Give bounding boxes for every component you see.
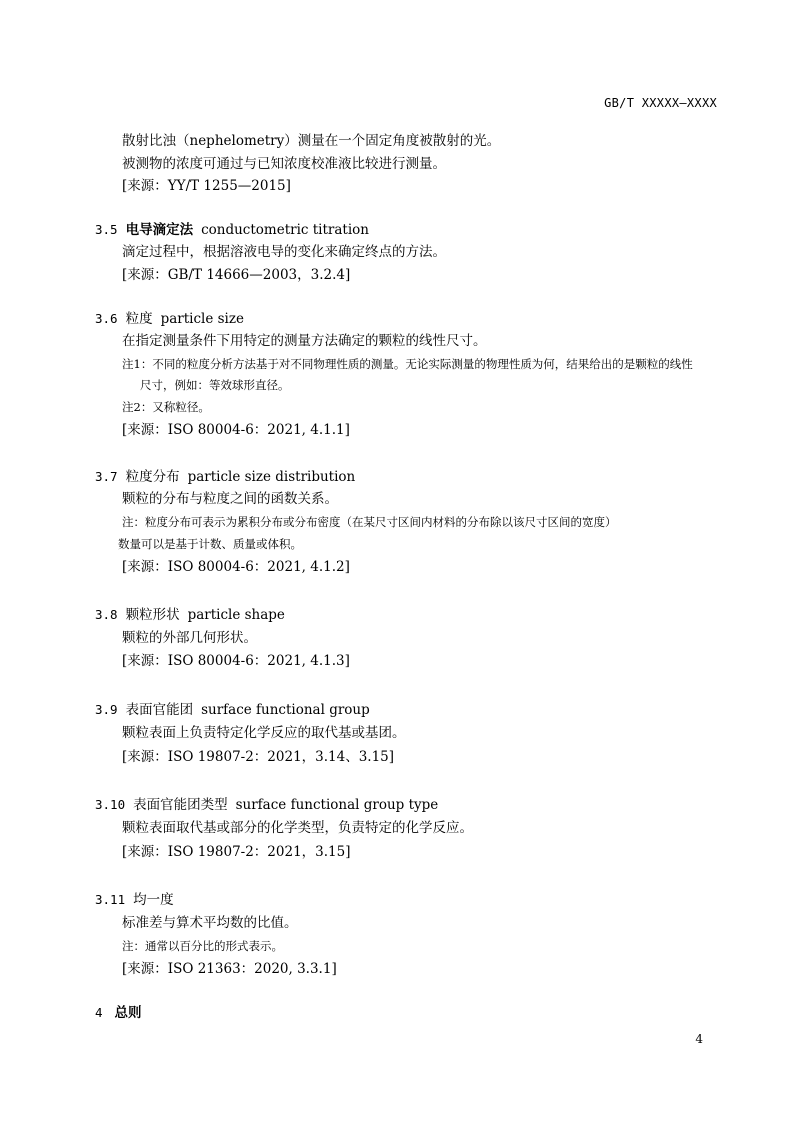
- term-heading-3-10: [95, 799, 438, 813]
- continuation-line-1: 散射比浊（nephelometry）测量在一个固定角度被散射的光。: [122, 133, 501, 149]
- term-name-en: conductometric titration: [201, 222, 369, 238]
- term-number: 3.7: [95, 469, 118, 484]
- term-definition-3-11: 标准差与算术平均数的比值。: [122, 915, 298, 931]
- term-definition-3-8: 颗粒的外部几何形状。: [122, 630, 257, 646]
- term-note1-line2-3-6: 尺寸，例如：等效球形直径。: [140, 378, 290, 392]
- term-source-3-7: [来源：ISO 80004-6：2021, 4.1.2]: [122, 559, 350, 575]
- term-number: 3.10: [95, 797, 126, 812]
- term-name-cn: 颗粒形状: [125, 607, 180, 623]
- continuation-line-2: 被测物的浓度可通过与已知浓度校准液比较进行测量。: [122, 156, 446, 172]
- term-number: 3.6: [95, 311, 118, 326]
- term-note-line2-3-7: 数量可以是基于计数、质量或体积。: [118, 537, 302, 551]
- term-name-cn: 表面官能团: [125, 702, 194, 718]
- term-heading-3-11: [95, 894, 182, 908]
- term-note-line1-3-7: 注：粒度分布可表示为累积分布或分布密度（在某尺寸区间内材料的分布除以该尺寸区间的宽度）: [122, 515, 617, 529]
- term-name-en: particle size distribution: [187, 469, 356, 485]
- term-name-cn: 均一度: [133, 892, 174, 908]
- term-definition-3-6: 在指定测量条件下用特定的测量方法确定的颗粒的线性尺寸。: [122, 333, 487, 349]
- document-code-header: GB/T XXXXX—XXXX: [604, 96, 717, 110]
- term-name-en: surface functional group type: [235, 797, 439, 813]
- term-definition-3-5: 滴定过程中，根据溶液电导的变化来确定终点的方法。: [122, 244, 446, 260]
- term-heading-3-9: [95, 704, 370, 718]
- term-note1-line1-3-6: 注1：不同的粒度分析方法基于对不同物理性质的测量。无论实际测量的物理性质为何，结果给出的是颗粒的线性: [122, 357, 693, 371]
- term-note-3-11: 注：通常以百分比的形式表示。: [122, 939, 283, 953]
- term-number: 3.5: [95, 222, 118, 237]
- term-number: 3.8: [95, 607, 118, 622]
- term-source-3-5: [来源：GB/T 14666—2003，3.2.4]: [122, 267, 351, 283]
- section-number: 4: [95, 1005, 103, 1020]
- term-number: 3.9: [95, 702, 118, 717]
- term-name-cn: 表面官能团类型: [133, 797, 228, 813]
- term-source-3-11: [来源：ISO 21363：2020, 3.3.1]: [122, 961, 337, 977]
- page-number: 4: [695, 1032, 703, 1046]
- term-heading-3-5: [95, 224, 369, 238]
- term-source-3-9: [来源：ISO 19807-2：2021，3.14、3.15]: [122, 749, 395, 765]
- term-definition-3-7: 颗粒的分布与粒度之间的函数关系。: [122, 491, 338, 507]
- section-title: 总则: [114, 1005, 142, 1021]
- term-name-cn: 粒度分布: [125, 469, 180, 485]
- term-definition-3-10: 颗粒表面取代基或部分的化学类型，负责特定的化学反应。: [122, 820, 473, 836]
- term-heading-3-8: [95, 609, 285, 623]
- term-name-en: surface functional group: [201, 702, 370, 718]
- term-name-en: particle shape: [187, 607, 285, 623]
- term-name-cn: 电导滴定法: [125, 222, 194, 238]
- term-number: 3.11: [95, 892, 126, 907]
- section-heading-4: [95, 1007, 150, 1021]
- term-source-3-6: [来源：ISO 80004-6：2021, 4.1.1]: [122, 422, 350, 438]
- term-note2-3-6: 注2：又称粒径。: [122, 400, 210, 414]
- continuation-source: [来源：YY/T 1255—2015]: [122, 178, 291, 194]
- term-heading-3-7: [95, 471, 355, 485]
- term-source-3-10: [来源：ISO 19807-2：2021，3.15]: [122, 844, 351, 860]
- term-name-en: particle size: [160, 311, 244, 327]
- term-heading-3-6: [95, 313, 244, 327]
- term-source-3-8: [来源：ISO 80004-6：2021, 4.1.3]: [122, 653, 350, 669]
- term-definition-3-9: 颗粒表面上负责特定化学反应的取代基或基团。: [122, 725, 406, 741]
- term-name-cn: 粒度: [125, 311, 153, 327]
